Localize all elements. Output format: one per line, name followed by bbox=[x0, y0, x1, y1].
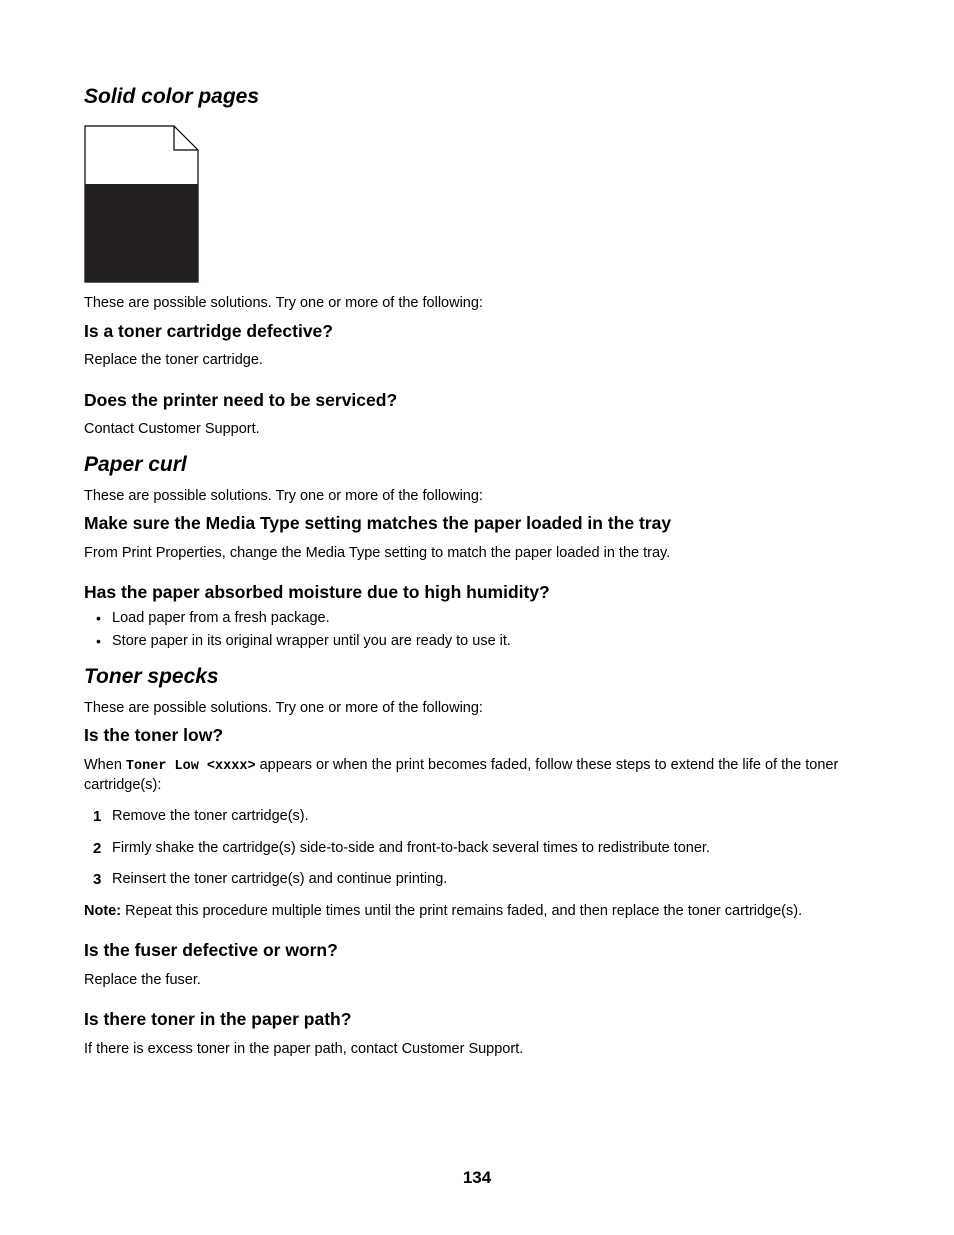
solid-intro: These are possible solutions. Try one or more of the following: bbox=[84, 295, 483, 311]
section-title-toner-specks: Toner specks bbox=[84, 665, 219, 688]
list-item: • Load paper from a fresh package. bbox=[96, 610, 330, 626]
step-number: 2 bbox=[93, 840, 102, 857]
specks-answer-2: Replace the fuser. bbox=[84, 972, 201, 988]
section-title-paper-curl: Paper curl bbox=[84, 453, 187, 476]
curl-intro: These are possible solutions. Try one or more of the following: bbox=[84, 488, 483, 504]
specks-answer-3: If there is excess toner in the paper path, contact Customer Support. bbox=[84, 1041, 524, 1057]
bullet-icon: • bbox=[96, 633, 101, 649]
when-text: When bbox=[84, 757, 122, 773]
curl-answer-1: From Print Properties, change the Media Type setting to match the paper loaded in the tray. bbox=[84, 545, 671, 561]
bullet-icon: • bbox=[96, 610, 101, 626]
when-rest-text: appears or when the print becomes faded, follow these steps to extend the life of the toner cartridge(s): bbox=[84, 757, 839, 793]
solid-question-2: Does the printer need to be serviced? bbox=[84, 390, 398, 410]
step-item bbox=[84, 839, 874, 858]
list-item: • Store paper in its original wrapper until you are ready to use it. bbox=[96, 633, 511, 649]
specks-answer-1 bbox=[84, 756, 874, 795]
solid-color-page-illustration bbox=[84, 125, 200, 283]
step-number: 1 bbox=[93, 808, 102, 825]
step-text: Firmly shake the cartridge(s) side-to-side and front-to-back several times to redistribute toner. bbox=[112, 840, 710, 856]
specks-question-1: Is the toner low? bbox=[84, 725, 224, 745]
specks-question-3: Is there toner in the paper path? bbox=[84, 1009, 352, 1029]
curl-question-2: Has the paper absorbed moisture due to high humidity? bbox=[84, 582, 550, 602]
section-title-solid-color-pages: Solid color pages bbox=[84, 85, 260, 108]
curl-question-1: Make sure the Media Type setting matches the paper loaded in the tray bbox=[84, 513, 672, 533]
step-item bbox=[84, 870, 874, 889]
note-text: Repeat this procedure multiple times until the print remains faded, and then replace the toner cartridge(s). bbox=[125, 903, 803, 919]
step-text: Reinsert the toner cartridge(s) and continue printing. bbox=[112, 871, 448, 887]
solid-question-1: Is a toner cartridge defective? bbox=[84, 321, 333, 341]
step-item bbox=[84, 807, 874, 826]
solid-answer-1: Replace the toner cartridge. bbox=[84, 352, 263, 368]
note bbox=[84, 902, 802, 921]
step-number: 3 bbox=[93, 871, 102, 888]
specks-question-2: Is the fuser defective or worn? bbox=[84, 940, 338, 960]
note-label: Note: bbox=[84, 903, 122, 919]
toner-low-message: Toner Low <xxxx> bbox=[125, 759, 256, 774]
specks-intro: These are possible solutions. Try one or more of the following: bbox=[84, 700, 483, 716]
solid-answer-2: Contact Customer Support. bbox=[84, 421, 260, 437]
step-text: Remove the toner cartridge(s). bbox=[112, 808, 309, 824]
page-number: 134 bbox=[462, 1168, 492, 1187]
